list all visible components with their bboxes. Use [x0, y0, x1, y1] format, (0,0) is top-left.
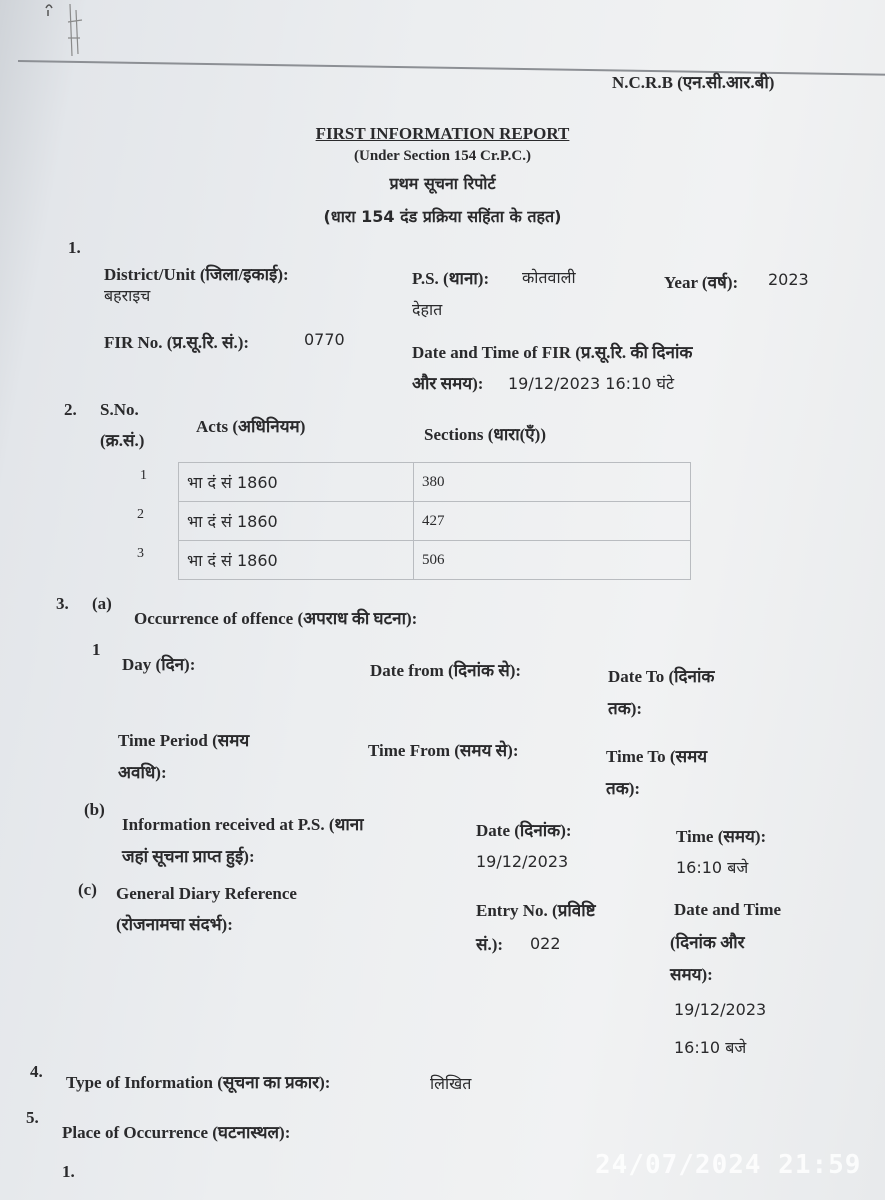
date-from-label: Date from (दिनांक से):: [370, 661, 522, 680]
gd-datetime-label-line-3: समय):: [670, 965, 713, 984]
section-3c-label: (c): [78, 880, 97, 899]
gd-reference-label-line-2: (रोजनामचा संदर्भ):: [116, 915, 233, 934]
info-received-label-line-2: जहां सूचना प्राप्त हुई):: [122, 847, 255, 866]
occurrence-sub-number: 1: [92, 640, 101, 659]
section-5-number: 5.: [26, 1108, 39, 1127]
time-from-label: Time From (समय से):: [368, 741, 519, 760]
section-3-number: 3.: [56, 594, 69, 613]
act-cell: भा दं सं 1860: [179, 463, 414, 502]
section-cell: 427: [414, 502, 691, 541]
sno-header-line-1: S.No.: [100, 400, 139, 419]
acts-header: Acts (अधिनियम): [196, 417, 306, 436]
photo-timestamp: 24/07/2024 21:59: [595, 1150, 862, 1180]
acts-row-3-sno: 3: [137, 546, 144, 561]
time-period-label-line-2: अवधि):: [118, 763, 167, 782]
act-cell: भा दं सं 1860: [179, 502, 414, 541]
date-to-label-line-2: तक):: [608, 699, 643, 718]
time-period-label-line-1: Time Period (समय: [118, 731, 250, 750]
acts-table: [178, 462, 691, 580]
date-to-label-line-1: Date To (दिनांक: [608, 667, 715, 686]
ps-value-line-1: कोतवाली: [522, 268, 576, 287]
received-date-label: Date (दिनांक):: [476, 821, 572, 840]
year-label: Year (वर्ष):: [664, 273, 739, 292]
acts-row: [179, 463, 691, 502]
entry-no-value: 022: [530, 934, 561, 953]
ncrb-label: N.C.R.B (एन.सी.आर.बी): [612, 73, 775, 92]
gd-datetime-label-line-2: (दिनांक और: [670, 933, 745, 952]
fir-datetime-value: 19/12/2023 16:10 घंटे: [508, 374, 675, 393]
year-value: 2023: [768, 270, 809, 289]
gd-datetime-label-line-1: Date and Time: [674, 900, 782, 919]
acts-row-2-sno: 2: [137, 507, 144, 522]
occurrence-label: Occurrence of offence (अपराध की घटना):: [134, 609, 418, 628]
time-to-label-line-1: Time To (समय: [606, 747, 708, 766]
act-cell: भा दं सं 1860: [179, 541, 414, 580]
section-4-number: 4.: [30, 1062, 43, 1081]
margin-scribble: [38, 0, 98, 62]
fir-no-value: 0770: [304, 330, 345, 349]
fir-datetime-label-line-2: और समय):: [412, 374, 484, 393]
fir-datetime-label-line-1: Date and Time of FIR (प्र.सू.रि. की दिनांक: [412, 343, 693, 362]
entry-no-label-line-2: सं.):: [476, 935, 504, 954]
section-1-number: 1.: [68, 238, 81, 257]
received-date-value: 19/12/2023: [476, 852, 569, 871]
info-type-value: लिखित: [430, 1074, 472, 1093]
section-cell: 506: [414, 541, 691, 580]
gd-date-value: 19/12/2023: [674, 1000, 767, 1019]
day-label: Day (दिन):: [122, 655, 196, 674]
sections-header: Sections (धारा(एँ)): [424, 425, 547, 444]
ps-value-line-2: देहात: [412, 300, 443, 319]
section-3a-label: (a): [92, 594, 112, 613]
ps-label: P.S. (थाना):: [412, 269, 490, 288]
sno-header-line-2: (क्र.सं.): [100, 431, 145, 450]
title-hi: प्रथम सूचना रिपोर्ट: [389, 174, 496, 193]
section-2-number: 2.: [64, 400, 77, 419]
info-received-label-line-1: Information received at P.S. (थाना: [122, 815, 364, 834]
subtitle-hi: (धारा 154 दंड प्रक्रिया सहिंता के तहत): [323, 207, 562, 226]
title-en: FIRST INFORMATION REPORT: [315, 124, 570, 143]
district-value: बहराइच: [104, 286, 151, 305]
info-type-label: Type of Information (सूचना का प्रकार):: [66, 1073, 331, 1092]
section-cell: 380: [414, 463, 691, 502]
fir-no-label: FIR No. (प्र.सू.रि. सं.):: [104, 333, 250, 352]
place-of-occurrence-label: Place of Occurrence (घटनास्थल):: [62, 1123, 291, 1142]
received-time-value: 16:10 बजे: [676, 858, 749, 877]
received-time-label: Time (समय):: [676, 827, 767, 846]
district-label: District/Unit (जिला/इकाई):: [104, 265, 289, 284]
section-3b-label: (b): [84, 800, 105, 819]
gd-reference-label-line-1: General Diary Reference: [116, 884, 297, 903]
entry-no-label-line-1: Entry No. (प्रविष्टि: [476, 901, 596, 920]
acts-row-1-sno: 1: [140, 468, 147, 483]
place-sub-number: 1.: [62, 1162, 75, 1181]
gd-time-value: 16:10 बजे: [674, 1038, 747, 1057]
time-to-label-line-2: तक):: [606, 779, 641, 798]
acts-row: [179, 502, 691, 541]
acts-row: [179, 541, 691, 580]
subtitle-en: (Under Section 154 Cr.P.C.): [354, 148, 531, 164]
